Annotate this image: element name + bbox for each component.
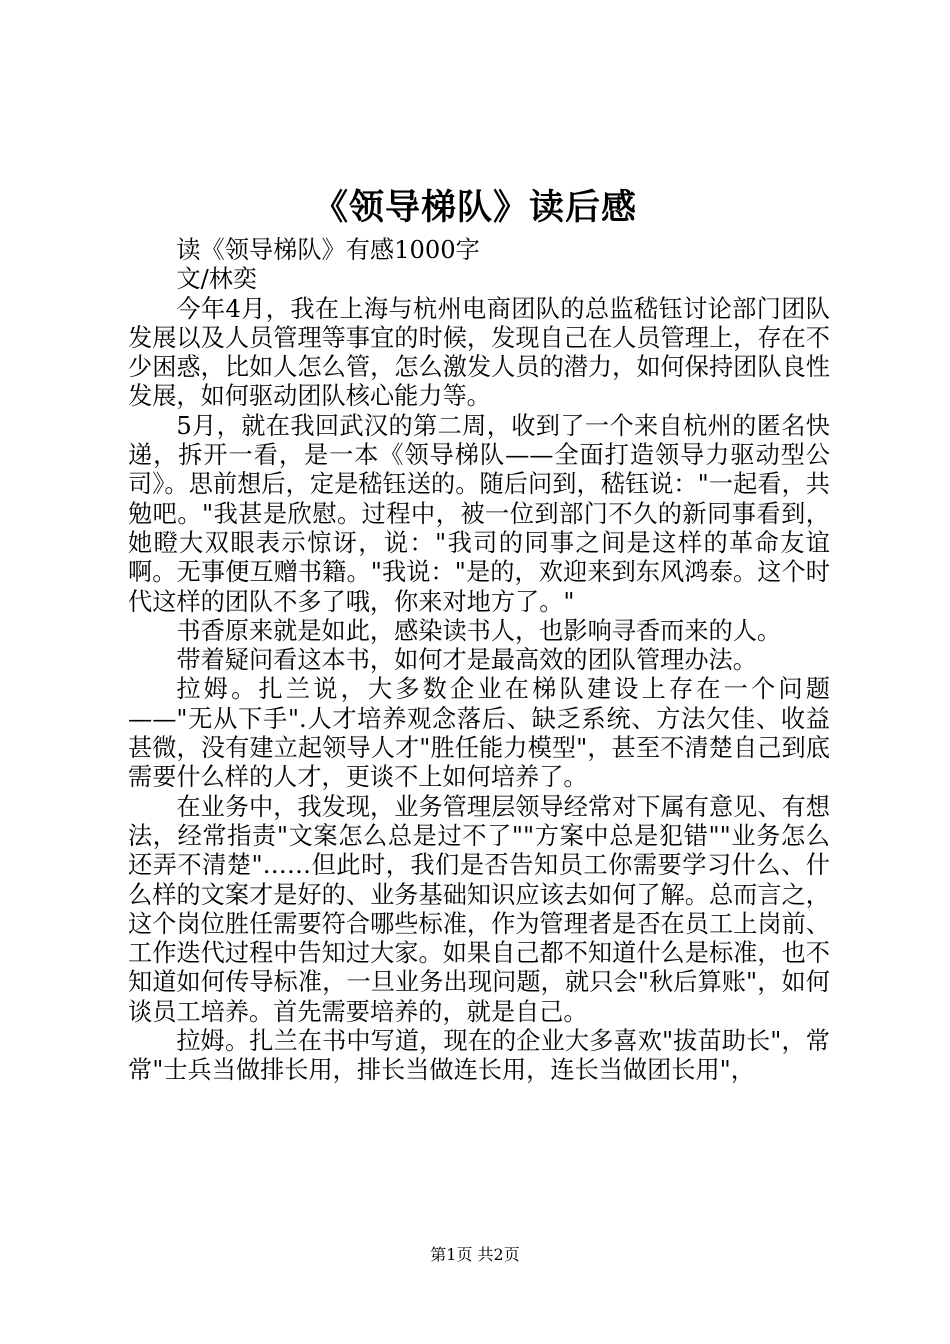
document-body xyxy=(128,236,830,1086)
page-footer: 第1页 共2页 xyxy=(430,1245,520,1264)
paragraph: 带着疑问看这本书，如何才是最高效的团队管理办法。 xyxy=(176,646,757,675)
paragraph: 拉姆。扎兰在书中写道，现在的企业大多喜欢"拔苗助长"，常常"士兵当做排长用，排长当做连长用，连长当做团长用"， xyxy=(128,1027,830,1085)
paragraph-author: 文/林奕 xyxy=(176,265,258,294)
paragraph: 今年4月，我在上海与杭州电商团队的总监嵇钰讨论部门团队发展以及人员管理等事宜的时候，发现自己在人员管理上，存在不少困惑，比如人怎么管，怎么激发人员的潜力，如何保持团队良性发展，如何驱动团队核心能力等。 xyxy=(128,294,830,411)
paragraph: 拉姆。扎兰说，大多数企业在梯队建设上存在一个问题——"无从下手".人才培养观念落后、缺乏系统、方法欠佳、收益甚微，没有建立起领导人才"胜任能力模型"，甚至不清楚自己到底需要什么样的人才，更谈不上如何培养了。 xyxy=(128,675,830,792)
paragraph: 书香原来就是如此，感染读书人，也影响寻香而来的人。 xyxy=(176,616,782,645)
paragraph-subtitle: 读《领导梯队》有感1000字 xyxy=(176,236,480,264)
paragraph: 5月，就在我回武汉的第二周，收到了一个来自杭州的匿名快递，拆开一看，是一本《领导梯队——全面打造领导力驱动型公司》。思前想后，定是嵇钰送的。随后问到，嵇钰说："一起看，共勉吧。"我甚是欣慰。过程中，被一位到部门不久的新同事看到，她瞪大双眼表示惊讶，说："我司的同事之间是这样的革命友谊啊。无事便互赠书籍。"我说："是的，欢迎来到东风鸿泰。这个时代这样的团队不多了哦，你来对地方了。" xyxy=(128,411,830,616)
document-title: 《领导梯队》读后感 xyxy=(312,187,637,228)
paragraph: 在业务中，我发现，业务管理层领导经常对下属有意见、有想法，经常指责"文案怎么总是过不了""方案中总是犯错""业务怎么还弄不清楚"……但此时，我们是否告知员工你需要学习什么、什么样的文案才是好的、业务基础知识应该去如何了解。总而言之，这个岗位胜任需要符合哪些标准，作为管理者是否在员工上岗前、工作迭代过程中告知过大家。如果自己都不知道什么是标准，也不知道如何传导标准，一旦业务出现问题，就只会"秋后算账"，如何谈员工培养。首先需要培养的，就是自己。 xyxy=(128,792,830,1026)
